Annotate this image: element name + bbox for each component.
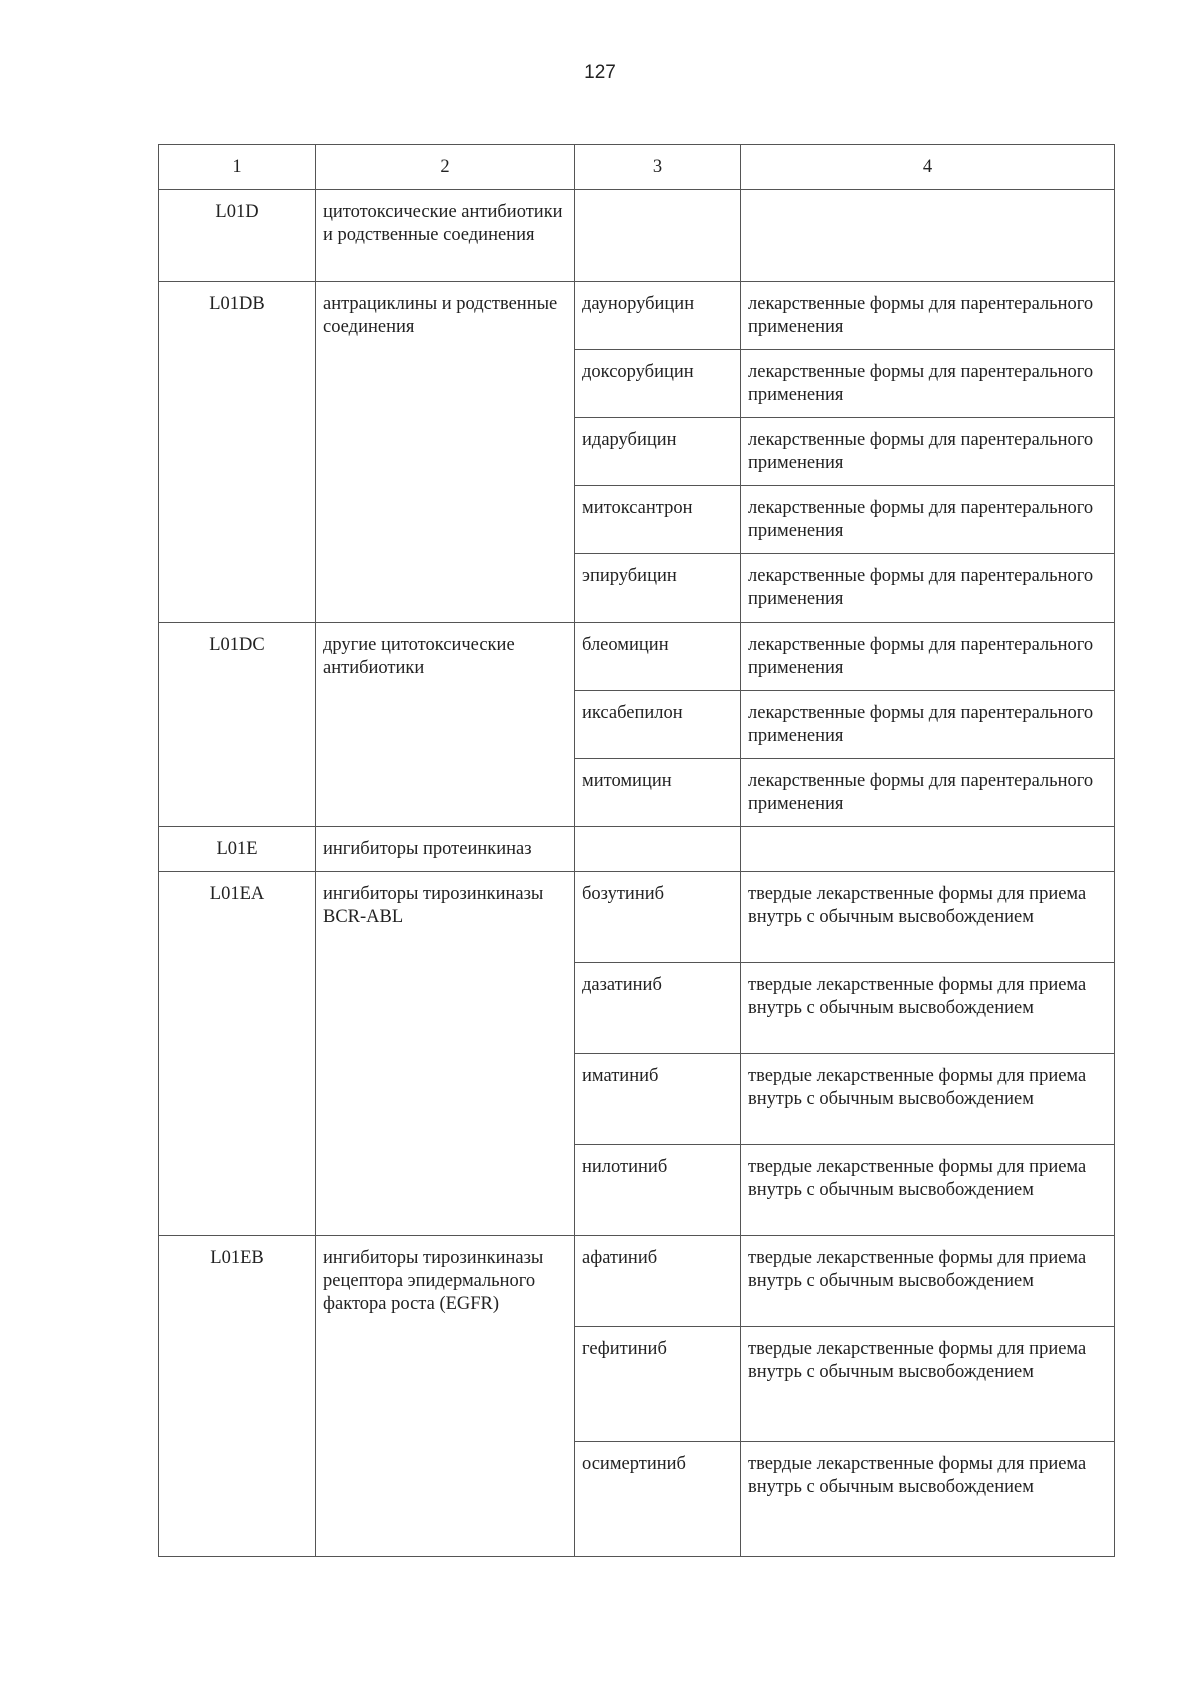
drug-name-cell <box>575 190 741 282</box>
group-name-cell: ингибиторы тирозинкиназы рецептора эпидермального фактора роста (EGFR) <box>316 1236 575 1557</box>
header-col-1: 1 <box>159 145 316 190</box>
dosage-form-cell: твердые лекарственные формы для приема внутрь с обычным высвобождением <box>741 1145 1115 1236</box>
atc-code-cell: L01EB <box>159 1236 316 1557</box>
drug-name-cell: митомицин <box>575 759 741 827</box>
atc-code-cell: L01DB <box>159 282 316 623</box>
drug-name-cell: митоксантрон <box>575 486 741 554</box>
header-col-2: 2 <box>316 145 575 190</box>
dosage-form-cell: твердые лекарственные формы для приема внутрь с обычным высвобождением <box>741 872 1115 963</box>
dosage-form-cell <box>741 827 1115 872</box>
group-name-cell: антрациклины и родственные соединения <box>316 282 575 623</box>
table-row <box>159 1236 1115 1327</box>
drug-name-cell: дазатиниб <box>575 963 741 1054</box>
dosage-form-cell: лекарственные формы для парентерального применения <box>741 554 1115 623</box>
dosage-form-cell: лекарственные формы для парентерального применения <box>741 282 1115 350</box>
dosage-form-cell: твердые лекарственные формы для приема внутрь с обычным высвобождением <box>741 963 1115 1054</box>
drug-name-cell: эпирубицин <box>575 554 741 623</box>
dosage-form-cell: лекарственные формы для парентерального применения <box>741 486 1115 554</box>
drug-classification-table <box>158 144 1115 1557</box>
dosage-form-cell: твердые лекарственные формы для приема внутрь с обычным высвобождением <box>741 1327 1115 1442</box>
group-name-cell: другие цитотоксические антибиотики <box>316 623 575 827</box>
header-col-3: 3 <box>575 145 741 190</box>
group-name-cell: ингибиторы тирозинкиназы BCR-ABL <box>316 872 575 1236</box>
drug-name-cell: осимертиниб <box>575 1442 741 1557</box>
page-number: 127 <box>584 62 616 83</box>
dosage-form-cell: лекарственные формы для парентерального применения <box>741 350 1115 418</box>
table-header-row <box>159 145 1115 190</box>
atc-code-cell: L01EA <box>159 872 316 1236</box>
table-row <box>159 623 1115 691</box>
table-row <box>159 282 1115 350</box>
drug-name-cell: нилотиниб <box>575 1145 741 1236</box>
dosage-form-cell: лекарственные формы для парентерального применения <box>741 691 1115 759</box>
drug-name-cell: иксабепилон <box>575 691 741 759</box>
table-row <box>159 827 1115 872</box>
group-name-cell: цитотоксические антибиотики и родственные соединения <box>316 190 575 282</box>
drug-name-cell: идарубицин <box>575 418 741 486</box>
header-col-4: 4 <box>741 145 1115 190</box>
drug-name-cell: даунорубицин <box>575 282 741 350</box>
group-name-cell: ингибиторы протеинкиназ <box>316 827 575 872</box>
drug-name-cell: афатиниб <box>575 1236 741 1327</box>
dosage-form-cell: лекарственные формы для парентерального применения <box>741 623 1115 691</box>
dosage-form-cell: твердые лекарственные формы для приема внутрь с обычным высвобождением <box>741 1442 1115 1557</box>
table-row <box>159 190 1115 282</box>
atc-code-cell: L01D <box>159 190 316 282</box>
dosage-form-cell: лекарственные формы для парентерального применения <box>741 759 1115 827</box>
atc-code-cell: L01E <box>159 827 316 872</box>
dosage-form-cell <box>741 190 1115 282</box>
dosage-form-cell: твердые лекарственные формы для приема внутрь с обычным высвобождением <box>741 1054 1115 1145</box>
atc-code-cell: L01DC <box>159 623 316 827</box>
drug-name-cell: доксорубицин <box>575 350 741 418</box>
drug-name-cell: гефитиниб <box>575 1327 741 1442</box>
drug-name-cell: иматиниб <box>575 1054 741 1145</box>
table-row <box>159 872 1115 963</box>
drug-name-cell: бозутиниб <box>575 872 741 963</box>
drug-name-cell: блеомицин <box>575 623 741 691</box>
drug-name-cell <box>575 827 741 872</box>
dosage-form-cell: лекарственные формы для парентерального применения <box>741 418 1115 486</box>
dosage-form-cell: твердые лекарственные формы для приема внутрь с обычным высвобождением <box>741 1236 1115 1327</box>
